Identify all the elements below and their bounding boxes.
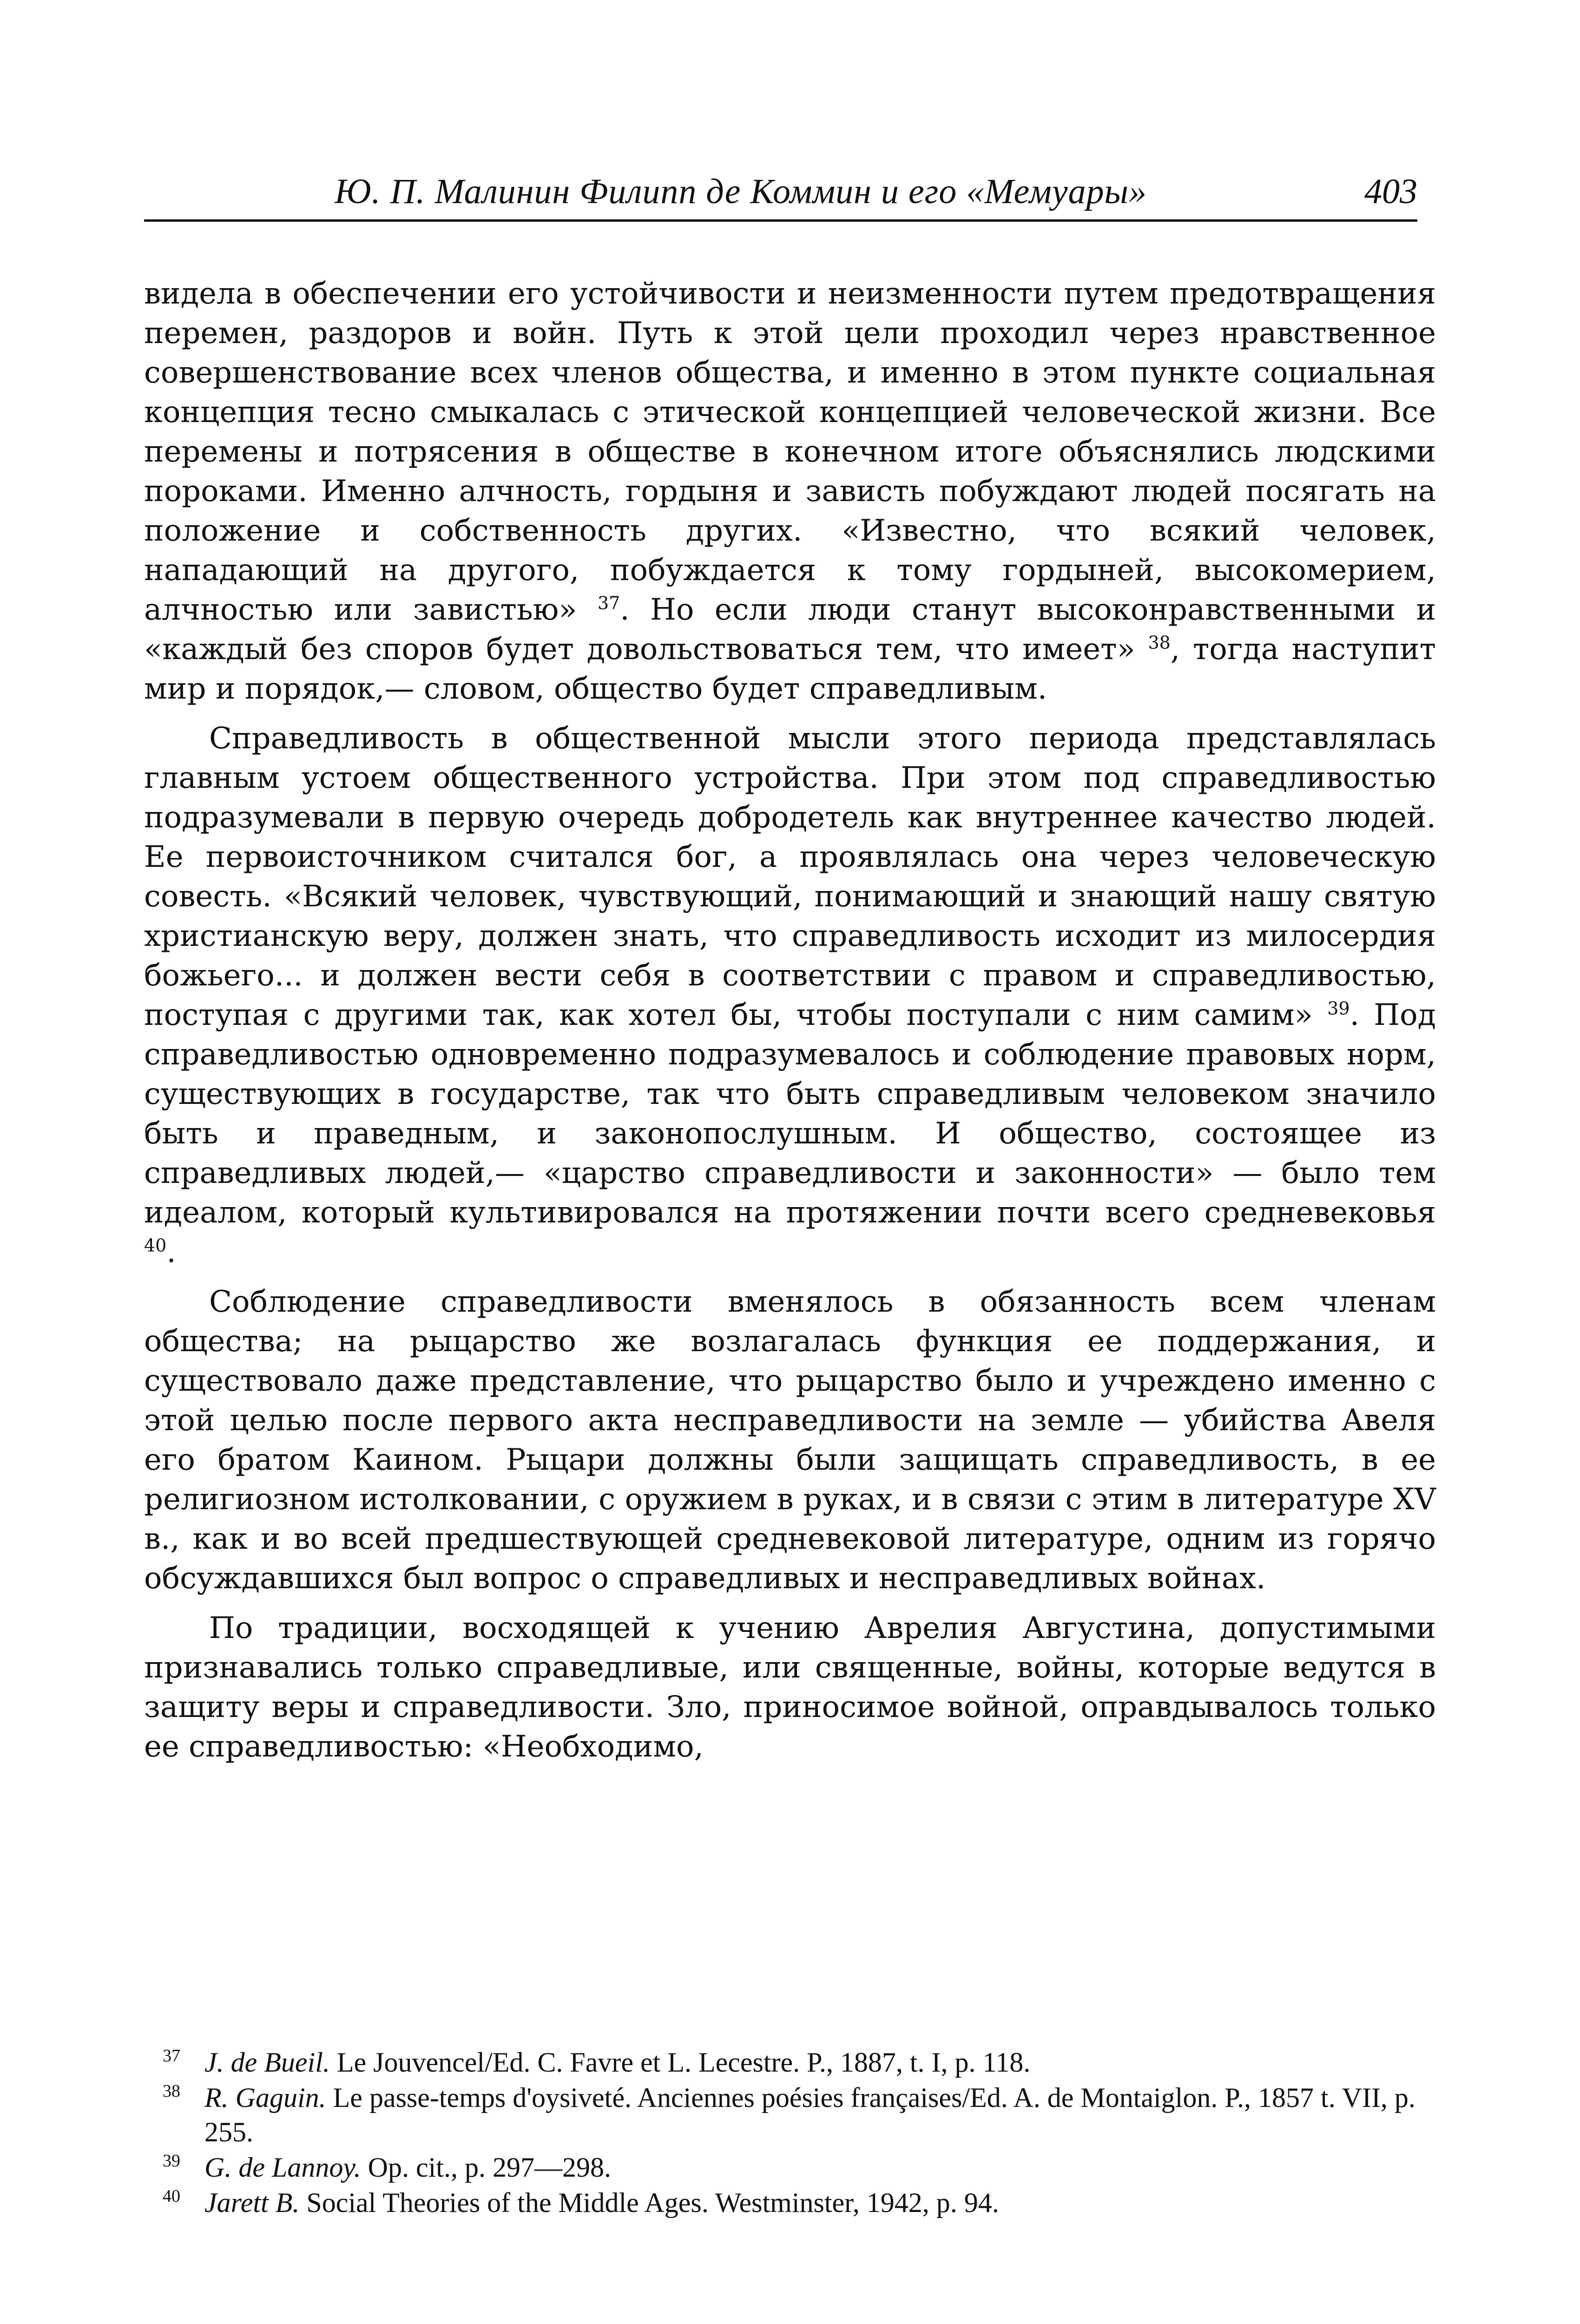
text-run: . Но если люди станут высоконравственными и «каждый без споров будет довольствоваться тем, что имеет» [144,593,1436,667]
text-run: Соблюдение справедливости вменялось в обязанность всем членам общества; на рыцарство же возлагалась функция ее поддержания, и существовало даже представление, что рыцарство было и учреждено именно с этой целью после первого акта несправедливости на земле — убийства Авеля его братом Каином. Рыцари должны были защищать справедливость, в ее религиозном истолковании, с оружием в руках, и в связи с этим в литературе XV в., как и во всей предшествующей средневековой литературе, одним из горячо обсуждавшихся был вопрос о справедливых и несправедливых войнах. [144,1285,1436,1596]
paragraph [144,1609,1436,1767]
footnote-number: 37 [163,2046,180,2066]
footnote-number: 38 [163,2081,180,2101]
page-number: 403 [1364,172,1417,211]
footnote-author: J. de Bueil. [204,2047,330,2078]
footnote-number: 39 [163,2151,180,2171]
footnote-author: G. de Lannoy. [204,2152,361,2183]
footnote-author: Jarett B. [204,2187,300,2218]
paragraph [144,274,1436,709]
footnote-text: Op. cit., p. 297—298. [361,2152,611,2183]
footnote-ref: 39 [1327,998,1350,1019]
footnotes [144,2045,1436,2221]
text-run: видела в обеспечении его устойчивости и неизменности путем предотвращения перемен, раздоров и войн. Путь к этой цели проходил через нравственное совершенствование всех членов общества, и именно в этом пункте социальная концепция тесно смыкалась с этической концепцией человеческой жизни. Все перемены и потрясения в обществе в конечном итоге объяснялись людскими пороками. Именно алчность, гордыня и зависть побуждают людей посягать на положение и собственность других. «Известно, что всякий человек, нападающий на другого, побуждается к тому гордыней, высокомерием, алчностью или завистью» [144,277,1436,627]
footnote-text: Le passe-temps d'oysiveté. Anciennes poésies françaises/Ed. A. de Montaiglon. P., 1857 t. VII, p. 255. [204,2082,1415,2147]
footnote [144,2185,1436,2220]
running-header [144,168,1417,222]
text-run: Справедливость в общественной мысли этого периода представлялась главным устоем общественного устройства. При этом под справедливостью подразумевали в первую очередь добродетель как внутреннее качество людей. Ее первоисточником считался бог, а проявлялась она через человеческую совесть. «Всякий человек, чувствующий, понимающий и знающий нашу святую христианскую веру, должен знать, что справедливость исходит из милосердия божьего... и должен вести себя в соответствии с правом и справедливостью, поступая с другими так, как хотел бы, чтобы поступали с ним самим» [144,721,1436,1032]
footnote-ref: 37 [597,593,620,614]
footnote [144,2150,1436,2185]
running-title: Ю. П. Малинин Филипп де Коммин и его «Мемуары» [335,172,1147,211]
main-text [144,274,1436,1777]
text-run: . [166,1235,176,1269]
text-run: . Под справедливостью одновременно подразумевалось и соблюдение правовых норм, существующих в государстве, так что быть справедливым человеком значило быть и праведным, и законопослушным. И общество, состоящее из справедливых людей,— «царство справедливости и законности» — было тем идеалом, который культивировался на протяжении почти всего средневековья [144,998,1436,1230]
footnote-text: Le Jouvencel/Ed. C. Favre et L. Lecestre. P., 1887, t. I, p. 118. [329,2047,1031,2078]
footnote-ref: 40 [144,1235,167,1256]
footnote-number: 40 [163,2186,180,2206]
text-run: , тогда наступит мир и порядок,— словом, общество будет справедливым. [144,632,1436,706]
text-run: По традиции, восходящей к учению Аврелия Августина, допустимыми признавались только справедливые, или священные, войны, которые ведутся в защиту веры и справедливости. Зло, приносимое войной, оправдывалось только ее справедливостью: «Необходимо, [144,1611,1436,1764]
footnote-text: Social Theories of the Middle Ages. Westminster, 1942, p. 94. [299,2187,999,2218]
paragraph [144,1282,1436,1598]
paragraph [144,719,1436,1272]
footnote [144,2045,1436,2080]
footnote-author: R. Gaguin. [204,2082,326,2113]
footnote-ref: 38 [1148,632,1171,653]
footnote [144,2080,1436,2149]
